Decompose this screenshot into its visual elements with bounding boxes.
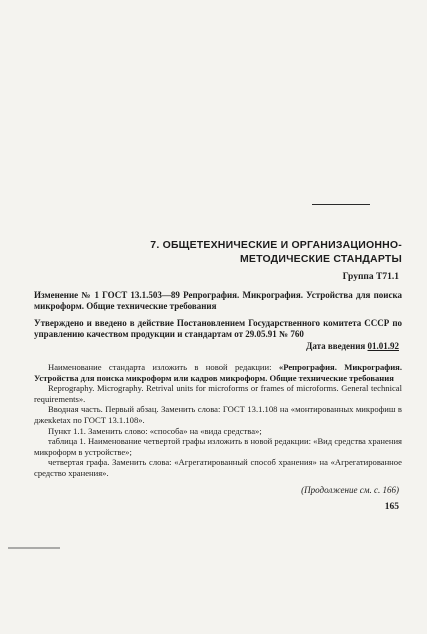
paragraph-new-title: «Репрография. Микрография. Устройства для поиска микроформ или кадров микроформ. Общие технические требования [34,362,402,383]
header-rule [312,204,370,205]
approval-statement: Утверждено и введено в действие Постановлением Государственного комитета СССР по управлению качеством продукции и стандартам от 29.05.91 № 760 [34,318,402,339]
paragraph-text: Наименование стандарта изложить в новой редакции: [48,362,279,372]
paragraph-english-title: Reprography. Micrography. Retrival units for microforms or frames of microforms. General technical requirements». [34,383,402,404]
paragraph-intro-part: Вводная часть. Первый абзац. Заменить слова: ГОСТ 13.1.108 на «монтированных микрофиш в джекketах по ГОСТ 13.1.108». [34,404,402,425]
paragraph-title-change [34,362,402,383]
continued-note: (Продолжение см. с. 166) [301,485,399,495]
page-number: 165 [384,502,399,512]
scan-mark [8,547,60,549]
paragraph-table-1: таблица 1. Наименование четвертой графы изложить в новой редакции: «Вид средства хранения микроформ в устройстве»; [34,436,402,457]
intro-date-value: 01.01.92 [367,341,399,351]
amendment-heading: Изменение № 1 ГОСТ 13.1.503—89 Репрография. Микрография. Устройства для поиска микроформ. Общие технические требования [34,290,402,311]
intro-date-label: Дата введения [306,341,366,351]
amendment-body [34,362,402,479]
introduction-date [306,341,399,351]
group-label: Группа Т71.1 [342,272,399,282]
section-title: 7. ОБЩЕТЕХНИЧЕСКИЕ И ОРГАНИЗАЦИОННО-МЕТОДИЧЕСКИЕ СТАНДАРТЫ [150,239,402,265]
paragraph-fourth-column: четвертая графа. Заменить слова: «Агрегатированный способ хранения» на «Агрегатированное средство хранения». [34,457,402,478]
paragraph-item-1-1: Пункт 1.1. Заменить слово: «способа» на «вида средства»; [48,425,262,436]
